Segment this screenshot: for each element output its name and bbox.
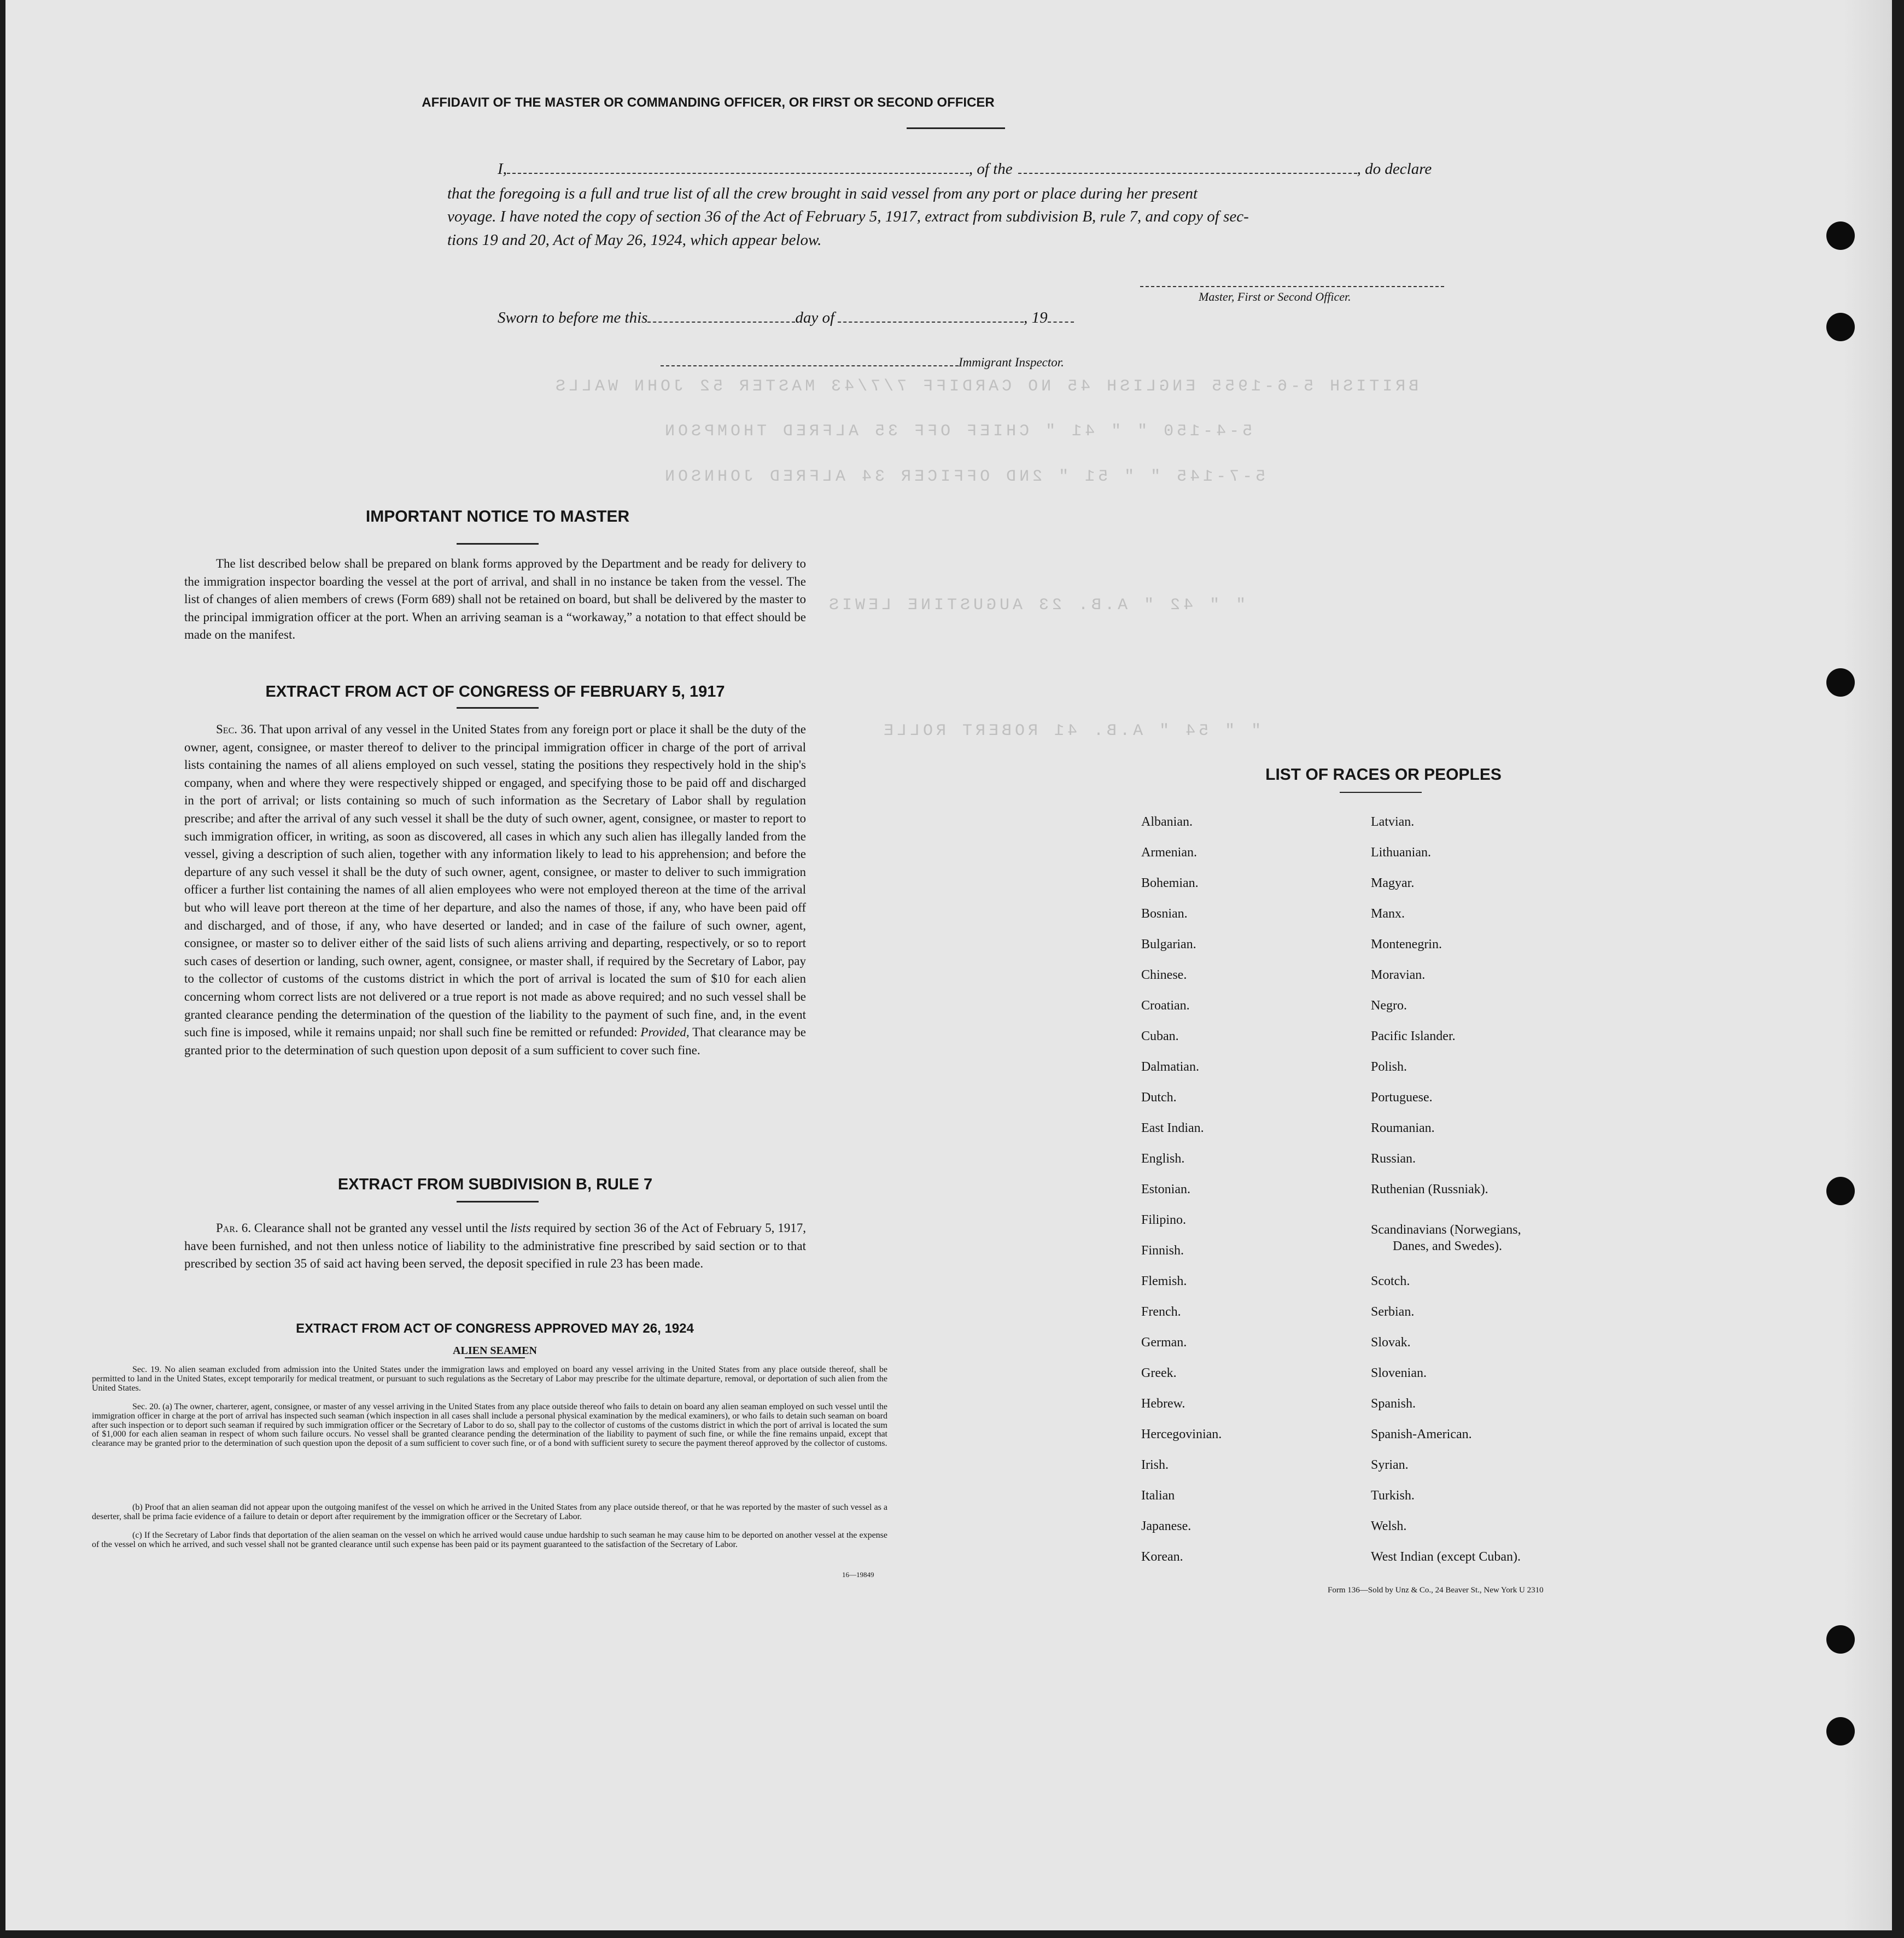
rule-7-body <box>184 1219 806 1273</box>
inspector-label: Immigrant Inspector. <box>959 355 1064 369</box>
sec-36-label: Sec. 36. <box>216 722 256 736</box>
master-signature-label: Master, First or Second Officer. <box>1199 290 1351 303</box>
race-item: Dalmatian. <box>1141 1060 1199 1074</box>
affidavit-line-3: voyage. I have noted the copy of section 36 of the Act of February 5, 1917, extract from subdivision B, rule 7, and copy of sec- <box>447 208 1249 225</box>
extract-1924-title: EXTRACT FROM ACT OF CONGRESS APPROVED MAY 26, 1924 <box>296 1321 694 1336</box>
race-item: Scotch. <box>1371 1274 1410 1288</box>
bleed-through: " " 42 " A.B. 23 AUGUSTINE LEWIS <box>826 596 1246 615</box>
bleed-through: 5-4-150 " " 41 " CHIEF OFF 35 ALFRED THOMPSON <box>662 422 1253 441</box>
inspector-line <box>661 355 1064 370</box>
sec-20b-text: (b) Proof that an alien seaman did not appear upon the outgoing manifest of the vessel on which he arrived in the United States from any place outside thereof, or that he was reported by the master of such vessel as a deserter, shall be prima facie evidence of a failure to detain or deport after requirement by the immigration officer or the Secretary of Labor. <box>92 1503 887 1521</box>
rule-7-rule <box>457 1201 539 1203</box>
affidavit-line-4: tions 19 and 20, Act of May 26, 1924, which appear below. <box>447 231 822 249</box>
race-item: Manx. <box>1371 907 1405 921</box>
race-item: Welsh. <box>1371 1519 1407 1533</box>
race-item: Portuguese. <box>1371 1090 1433 1105</box>
race-item: Bulgarian. <box>1141 937 1196 952</box>
affidavit-declare: , do declare <box>1357 160 1432 178</box>
race-item: Estonian. <box>1141 1182 1190 1196</box>
race-item: Latvian. <box>1371 815 1415 829</box>
par-6-text-a: Clearance shall not be granted any vessel until the <box>254 1221 507 1235</box>
race-item: Croatian. <box>1141 999 1190 1013</box>
race-item: Syrian. <box>1371 1458 1409 1472</box>
races-title: LIST OF RACES OR PEOPLES <box>1265 766 1502 784</box>
sec-36-text-end: That clearance may be granted prior to the determination of such question upon deposit of a sum sufficient to cover such fine. <box>184 1025 806 1057</box>
notice-title: IMPORTANT NOTICE TO MASTER <box>365 507 630 526</box>
print-code: 16—19849 <box>842 1571 874 1579</box>
inspector-blank[interactable] <box>661 361 959 366</box>
rule-7-title: EXTRACT FROM SUBDIVISION B, RULE 7 <box>337 1176 653 1193</box>
race-item: Armenian. <box>1141 845 1197 860</box>
vessel-blank[interactable] <box>1018 168 1357 174</box>
bleed-through: 5-7-145 " " 51 " 2ND OFFICER 34 ALFRED JOHNSON <box>662 468 1266 486</box>
race-item: Polish. <box>1371 1060 1407 1074</box>
punch-hole <box>1826 1625 1855 1654</box>
sworn-label: Sworn to before me this <box>498 309 648 326</box>
provided-label: Provided, <box>640 1025 690 1040</box>
punch-hole <box>1826 1177 1855 1205</box>
bleed-through: BRITISH 5-6-1955 ENGLISH 45 NO CARDIFF 7/7/43 MASTER 52 JOHN WALLS <box>552 377 1419 396</box>
race-item: Slovak. <box>1371 1335 1411 1350</box>
sec-20a-text: Sec. 20. (a) The owner, charterer, agent, consignee, or master of any vessel arriving in the United States from any place outside thereof who fails to detain on board any alien seaman employed on such vessel until the immigration officer in charge at the port of arrival has inspected such seaman (which inspection in all cases shall include a personal physical examination by the medical examiners), or who fails to detain such seaman on board after such inspection or to deport such seaman if required by such immigration officer or the Secretary of Labor to do so, shall pay to the collector of customs of the customs district in which the port of arrival is located the sum of $1,000 for each alien seaman in respect of whom such failure occurs. No vessel shall be granted clearance pending the determination of the liability to payment of such fine, or while the fine remains unpaid, except that clearance may be granted prior to the determination of such question upon the deposit of a sum sufficient to cover such fine, or of a bond with sufficient surety to secure the payment thereof approved by the collector of customs. <box>92 1402 887 1449</box>
extract-1917-body <box>184 721 806 1059</box>
notice-rule <box>457 543 539 545</box>
race-item: Moravian. <box>1371 968 1426 982</box>
race-item: Montenegrin. <box>1371 937 1442 952</box>
alien-seamen-subtitle: ALIEN SEAMEN <box>453 1345 537 1357</box>
race-item: Finnish. <box>1141 1244 1184 1258</box>
year-blank[interactable] <box>1048 317 1074 323</box>
race-item: Chinese. <box>1141 968 1187 982</box>
race-item: Turkish. <box>1371 1488 1415 1503</box>
race-item: French. <box>1141 1305 1181 1319</box>
month-blank[interactable] <box>838 317 1024 323</box>
race-item: Italian <box>1141 1488 1175 1503</box>
affidavit-line-2: that the foregoing is a full and true list of all the crew brought in said vessel from any port or place during her present <box>447 185 1198 202</box>
notice-body: The list described below shall be prepared on blank forms approved by the Department and be ready for delivery to the immigration inspector boarding the vessel at the port of arrival, and shall in no instance be taken from the vessel. The list of changes of alien members of crews (Form 689) shall not be retained on board, but shall be delivered by the master to the principal immigration officer at the port. When an arriving seaman is a “workaway,” a notation to that effect should be made on the manifest. <box>184 557 806 642</box>
race-item: Irish. <box>1141 1458 1169 1472</box>
punch-hole <box>1826 668 1855 697</box>
race-item: Hercegovinian. <box>1141 1427 1222 1441</box>
race-item: Pacific Islander. <box>1371 1029 1456 1043</box>
race-item: Filipino. <box>1141 1213 1187 1227</box>
name-blank[interactable] <box>507 168 969 174</box>
sec-19-text: Sec. 19. No alien seaman excluded from admission into the United States under the immigration laws and employed on board any vessel arriving in the United States from any place outside thereof, shall be permitted to land in the United States, except temporarily for medical treatment, or pursuant to such regulations as the Secretary of Labor may prescribe for the ultimate departure, removal, or deportation of such alien from the United States. <box>92 1365 887 1393</box>
race-item: Flemish. <box>1141 1274 1187 1288</box>
race-item: Spanish. <box>1371 1397 1416 1411</box>
race-item: Hebrew. <box>1141 1397 1185 1411</box>
race-item: German. <box>1141 1335 1187 1350</box>
race-item: Albanian. <box>1141 815 1193 829</box>
race-item: Bosnian. <box>1141 907 1188 921</box>
punch-hole <box>1826 221 1855 250</box>
sec-36-text: That upon arrival of any vessel in the United States from any foreign port or place it shall be the duty of the owner, agent, consignee, or master thereof to deliver to the principal immigration officer in charge of the port of arrival lists containing the names of all aliens employed on such vessel, stating the positions they respectively hold in the ship's company, when and where they were respectively shipped or engaged, and specifying those to be paid off and discharged in the port of arrival; or lists containing so much of such information as the Secretary of Labor shall by regulation prescribe; and after the arrival of any such vessel it shall be the duty of such owner, agent, consignee, or master to report to such immigration officer, in writing, as soon as discovered, all cases in which any such alien has illegally landed from the vessel, giving a description of such alien, together with any information likely to lead to his apprehension; and before the departure of any such vessel it shall be the duty of such owner, agent, consignee, or master to deliver to such immigration officer a further list containing the names of all alien employees who were not employed thereon at the time of the arrival but who will leave port thereon at the time of her departure, and also the names of those, if any, who have been paid off and discharged, and of those, if any, who have deserted or landed; and in case of the failure of such owner, agent, consignee, or master so to deliver either of the said lists of such aliens arriving and departing, respectively, or so to report such cases of desertion or landing, such owner, agent, consignee, or master shall, if required by the Secretary of Labor, pay to the collector of customs of the customs district in which the port of arrival is located the sum of $10 for each alien concerning whom correct lists are not delivered or a true report is not made as above required; and no such vessel shall be granted clearance pending the determination of the question of the liability to the payment of such fine, and, in the event such fine is imposed, while it remains unpaid; nor shall such fine be remitted or refunded: <box>184 722 806 1040</box>
race-item: Slovenian. <box>1371 1366 1427 1380</box>
extract-1917-rule <box>457 707 539 709</box>
race-item: Korean. <box>1141 1550 1183 1564</box>
year-label: , 19 <box>1024 309 1048 326</box>
race-item: Ruthenian (Russniak). <box>1371 1182 1488 1196</box>
race-item: Serbian. <box>1371 1305 1415 1319</box>
punch-hole <box>1826 1717 1855 1746</box>
race-item: Bohemian. <box>1141 876 1199 890</box>
race-item: West Indian (except Cuban). <box>1371 1550 1521 1564</box>
race-item: East Indian. <box>1141 1121 1204 1135</box>
sworn-line <box>498 309 1074 327</box>
races-rule <box>1340 792 1422 793</box>
bleed-through: " " 54 " A.B. 41 ROBERT ROLLE <box>880 722 1261 740</box>
day-of-label: day of <box>795 309 835 326</box>
alien-seamen-rule <box>465 1357 525 1358</box>
lists-word: lists <box>510 1221 531 1235</box>
affidavit-of-the: , of the <box>968 160 1013 178</box>
master-signature-line[interactable] <box>1140 286 1444 287</box>
affidavit-line-1 <box>498 160 1432 178</box>
race-item: Lithuanian. <box>1371 845 1431 860</box>
par-6-label: Par. 6. <box>216 1221 251 1235</box>
extract-1917-title: EXTRACT FROM ACT OF CONGRESS OF FEBRUARY 5, 1917 <box>265 683 725 701</box>
par-6-text-b: required by section 36 of the Act of February 5, 1917, have been furnished, and not then unless notice of liability to the administrative fine prescribed by said section or to that prescribed by section 35 of said act having been served, the deposit specified in rule 23 has been made. <box>184 1221 807 1271</box>
race-item: Scandinavians (Norwegians, <box>1371 1223 1521 1237</box>
title-rule <box>907 127 1005 129</box>
race-item: Roumanian. <box>1371 1121 1435 1135</box>
sworn-day-blank[interactable] <box>647 317 795 323</box>
document-page <box>5 0 1892 1930</box>
affidavit-i: I, <box>498 160 507 178</box>
race-item: English. <box>1141 1152 1185 1166</box>
race-item: Dutch. <box>1141 1090 1177 1105</box>
race-item: Cuban. <box>1141 1029 1179 1043</box>
sec-20c-text: (c) If the Secretary of Labor finds that deportation of the alien seaman on the vessel on which he arrived would cause undue hardship to such seaman he may cause him to be deported on another vessel at the expense of the vessel on which he arrived, and such vessel shall not be granted clearance until such expense has been paid or its payment guaranteed to the satisfaction of the Secretary of Labor. <box>92 1531 887 1549</box>
race-item: Greek. <box>1141 1366 1177 1380</box>
punch-hole <box>1826 313 1855 341</box>
race-item: Danes, and Swedes). <box>1393 1239 1502 1253</box>
race-item: Russian. <box>1371 1152 1416 1166</box>
affidavit-title: AFFIDAVIT OF THE MASTER OR COMMANDING OFFICER, OR FIRST OR SECOND OFFICER <box>422 95 995 110</box>
race-item: Spanish-American. <box>1371 1427 1472 1441</box>
form-note: Form 136—Sold by Unz & Co., 24 Beaver St., New York U 2310 <box>1328 1586 1544 1595</box>
race-item: Negro. <box>1371 999 1407 1013</box>
race-item: Magyar. <box>1371 876 1415 890</box>
race-item: Japanese. <box>1141 1519 1192 1533</box>
